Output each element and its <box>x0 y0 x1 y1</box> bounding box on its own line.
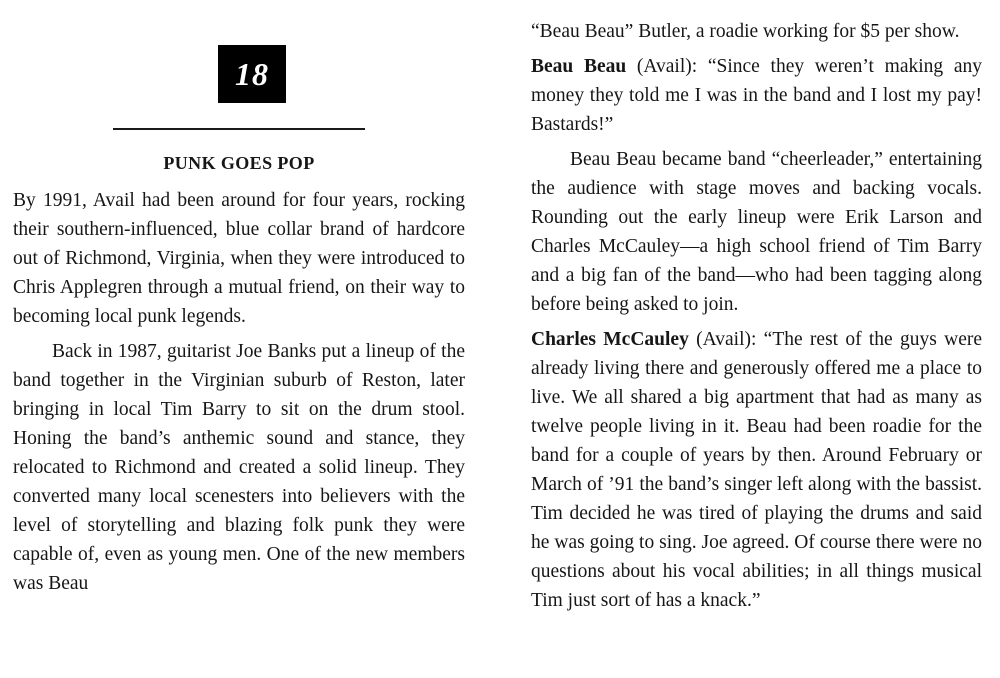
quote-paragraph <box>531 325 982 615</box>
left-body-text <box>13 186 465 598</box>
right-body-text <box>531 17 982 615</box>
paragraph: “Beau Beau” Butler, a roadie working for $5 per show. <box>531 21 960 42</box>
chapter-number: 18 <box>235 56 269 92</box>
chapter-divider-rule <box>113 128 365 130</box>
chapter-number-box <box>218 45 286 103</box>
paragraph: Beau Beau became band “cheerleader,” entertaining the audience with stage moves and backing vocals. Rounding out the early lineup were Erik Larson and Charles McCauley—a high school friend of Tim Barry and a big fan of the band—who had been tagging along before being asked to join. <box>531 149 982 315</box>
quote-paragraph <box>531 52 982 139</box>
paragraph: Back in 1987, guitarist Joe Banks put a lineup of the band together in the Virginian suburb of Reston, later bringing in local Tim Barry to sit on the drum stool. Honing the band’s anthemic sound and stance, they relocated to Richmond and created a solid lineup. They converted many local scenesters into believers with the level of storytelling and blazing folk punk they were capable of, even as young men. One of the new members was Beau <box>13 341 465 594</box>
quote-text: (Avail): “The rest of the guys were already living there and generously offered me a place to live. We all shared a big apartment that had as many as twelve people living in it. Beau had been roadie for the band for a couple of years by then. Around February or March of ’91 the band’s singer left along with the bassist. Tim decided he was tired of playing the drums and said he was going to sing. Joe agreed. Of course there were no questions about his vocal abilities; in all things musical Tim just sort of has a knack.” <box>531 329 982 611</box>
paragraph: By 1991, Avail had been around for four years, rocking their southern-influenced, blue collar brand of hardcore out of Richmond, Virginia, when they were introduced to Chris Applegren through a mutual friend, on their way to becoming local punk legends. <box>13 190 465 327</box>
quote-text: (Avail): “Since they weren’t making any money they told me I was in the band and I lost my pay! Bastards!” <box>531 56 982 135</box>
speaker-name: Beau Beau <box>531 56 627 77</box>
speaker-name: Charles McCauley <box>531 329 689 350</box>
chapter-title: PUNK GOES POP <box>163 153 315 173</box>
